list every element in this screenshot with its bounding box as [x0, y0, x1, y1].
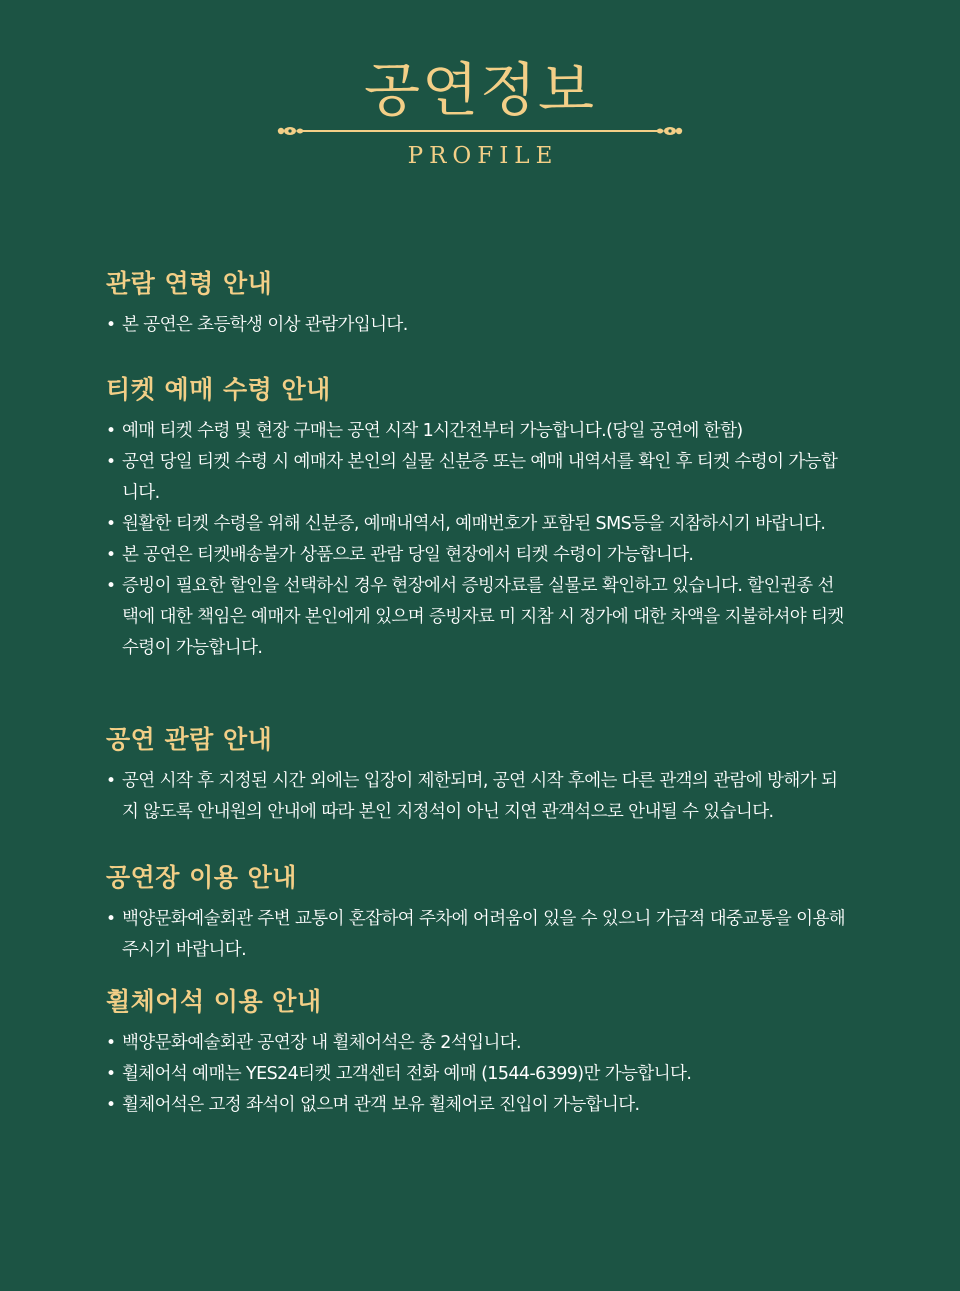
list-item [106, 904, 846, 966]
info-list [106, 416, 846, 664]
list-item [106, 1059, 846, 1090]
section-title: 관람 연령 안내 [106, 269, 273, 298]
bullet-icon: • [106, 771, 116, 791]
bullet-icon: • [106, 514, 116, 534]
section-title: 휠체어석 이용 안내 [106, 987, 322, 1016]
bullet-icon: • [106, 576, 116, 596]
bullet-icon: • [106, 909, 116, 929]
bullet-icon: • [106, 315, 116, 335]
list-item [106, 509, 846, 540]
list-item [106, 1090, 846, 1121]
list-item [106, 540, 846, 571]
bullet-icon: • [106, 1064, 116, 1084]
section-wheelchair-guide [106, 986, 846, 1121]
list-item-text: 공연 시작 후 지정된 시간 외에는 입장이 제한되며, 공연 시작 후에는 다른 관객의 관람에 방해가 되지 않도록 안내원의 안내에 따라 본인 지정석이 아닌 지연 관객석으로 안내될 수 있습니다. [122, 771, 838, 822]
section-title: 공연 관람 안내 [106, 725, 273, 754]
list-item-text: 본 공연은 티켓배송불가 상품으로 관람 당일 현장에서 티켓 수령이 가능합니다. [122, 545, 694, 565]
section-ticket-pickup [106, 374, 846, 664]
list-item-text: 본 공연은 초등학생 이상 관람가입니다. [122, 315, 408, 335]
page-subtitle: PROFILE [407, 143, 559, 169]
ornament-divider-icon [276, 121, 684, 141]
page-title: 공연정보 [363, 56, 597, 124]
list-item [106, 766, 846, 828]
bullet-icon: • [106, 1033, 116, 1053]
bullet-icon: • [106, 1095, 116, 1115]
info-list [106, 1028, 846, 1121]
info-list [106, 766, 846, 828]
info-list [106, 904, 846, 966]
list-item [106, 310, 846, 341]
section-title: 공연장 이용 안내 [106, 863, 297, 892]
list-item [106, 416, 846, 447]
page-header [0, 0, 960, 200]
bullet-icon: • [106, 452, 116, 472]
section-viewing-age [106, 268, 846, 341]
list-item [106, 571, 846, 664]
section-venue-guide [106, 862, 846, 966]
list-item-text: 예매 티켓 수령 및 현장 구매는 공연 시작 1시간전부터 가능합니다.(당일 공연에 한함) [122, 421, 743, 441]
list-item-text: 원활한 티켓 수령을 위해 신분증, 예매내역서, 예매번호가 포함된 SMS등을 지참하시기 바랍니다. [122, 514, 826, 534]
section-title: 티켓 예매 수령 안내 [106, 375, 331, 404]
bullet-icon: • [106, 421, 116, 441]
section-viewing-guide [106, 724, 846, 828]
list-item [106, 1028, 846, 1059]
list-item-text: 휠체어석 예매는 YES24티켓 고객센터 전화 예매 (1544-6399)만 가능합니다. [122, 1064, 692, 1084]
list-item-text: 백양문화예술회관 공연장 내 휠체어석은 총 2석입니다. [122, 1033, 522, 1053]
list-item-text: 백양문화예술회관 주변 교통이 혼잡하여 주차에 어려움이 있을 수 있으니 가급적 대중교통을 이용해 주시기 바랍니다. [122, 909, 846, 960]
list-item-text: 공연 당일 티켓 수령 시 예매자 본인의 실물 신분증 또는 예매 내역서를 확인 후 티켓 수령이 가능합니다. [122, 452, 838, 503]
list-item-text: 휠체어석은 고정 좌석이 없으며 관객 보유 휠체어로 진입이 가능합니다. [122, 1095, 640, 1115]
bullet-icon: • [106, 545, 116, 565]
list-item [106, 447, 846, 509]
list-item-text: 증빙이 필요한 할인을 선택하신 경우 현장에서 증빙자료를 실물로 확인하고 있습니다. 할인권종 선택에 대한 책임은 예매자 본인에게 있으며 증빙자료 미 지참 시 정가에 대한 차액을 지불하셔야 티켓 수령이 가능합니다. [122, 576, 844, 658]
info-list [106, 310, 846, 341]
